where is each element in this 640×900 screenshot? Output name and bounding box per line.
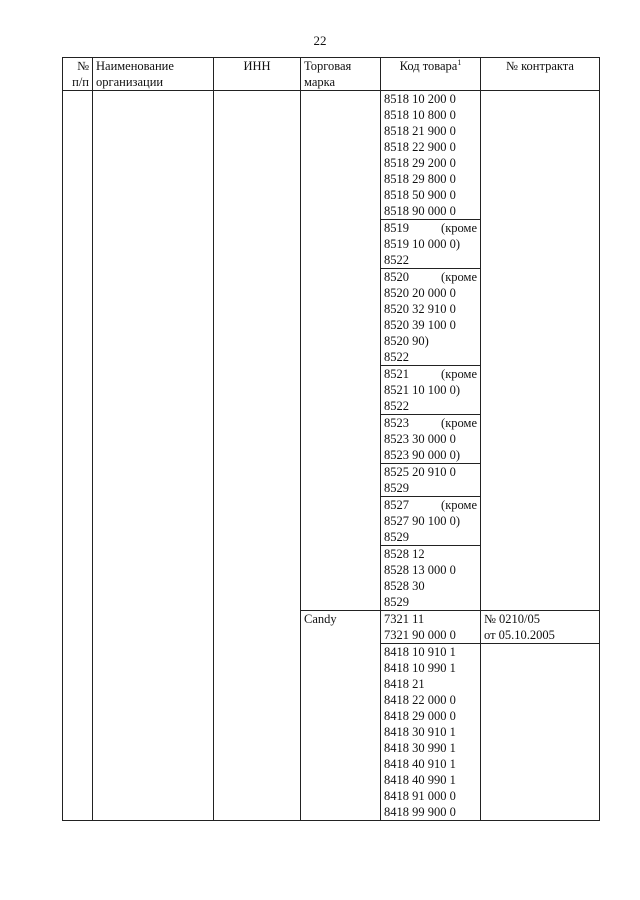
cell-code (381, 91, 481, 220)
page-number: 22 (313, 33, 327, 48)
cell-code (381, 366, 481, 415)
code-line (384, 366, 477, 382)
header-num: № п/п (63, 58, 93, 91)
cell-contract-candy (481, 611, 600, 644)
code-line: 8522 (384, 399, 409, 413)
header-row (63, 58, 600, 91)
code-line: 8518 29 200 0 (384, 156, 456, 170)
cell-code (381, 497, 481, 546)
cell-code (381, 415, 481, 464)
code-line: 8518 90 000 0 (384, 204, 456, 218)
code-line: 8418 21 (384, 677, 425, 691)
contract-line: № 0210/05 (484, 612, 541, 626)
header-code-footnote: 1 (457, 57, 462, 67)
header-code-label: Код товара (399, 59, 458, 73)
code-line (384, 220, 477, 236)
code-line: 8518 22 900 0 (384, 140, 456, 154)
cell-num (63, 91, 93, 821)
code-line: 8521 10 100 0) (384, 383, 461, 397)
cell-code (381, 464, 481, 497)
code-line: 7321 90 000 0 (384, 628, 456, 642)
code-line: 8527 90 100 0) (384, 514, 461, 528)
cell-name (93, 91, 214, 821)
code-line: 8418 30 990 1 (384, 741, 456, 755)
code-line: 8520 90) (384, 334, 429, 348)
cell-code (381, 546, 481, 611)
code-line: 8520 39 100 0 (384, 318, 456, 332)
code-line: 8528 13 000 0 (384, 563, 456, 577)
code-part: 8520 (384, 270, 409, 284)
code-line: 8528 30 (384, 579, 425, 593)
code-line: 8518 21 900 0 (384, 124, 456, 138)
code-line: 8529 (384, 595, 409, 609)
code-line: 8418 10 990 1 (384, 661, 456, 675)
table-row (63, 91, 600, 220)
cell-code (381, 269, 481, 366)
code-line: 8418 91 000 0 (384, 789, 456, 803)
code-line: 8518 10 800 0 (384, 108, 456, 122)
cell-code (381, 220, 481, 269)
code-line: 8523 90 000 0) (384, 448, 461, 462)
code-line: 8418 10 910 1 (384, 645, 456, 659)
code-line (384, 269, 477, 285)
header-contract: № контракта (481, 58, 600, 91)
code-line: 8518 29 800 0 (384, 172, 456, 186)
code-line: 8418 40 910 1 (384, 757, 456, 771)
header-brand: Торговая марка (301, 58, 381, 91)
cell-contract (481, 91, 600, 611)
code-part: (кроме (441, 221, 477, 235)
header-code (381, 58, 481, 91)
registry-table (62, 57, 600, 821)
header-name: Наименование организации (93, 58, 214, 91)
code-line: 8525 20 910 0 (384, 465, 456, 479)
code-line: 8528 12 (384, 547, 425, 561)
code-line: 8418 40 990 1 (384, 773, 456, 787)
cell-contract-empty (481, 644, 600, 821)
code-line: 8519 10 000 0) (384, 237, 461, 251)
code-line: 8522 (384, 253, 409, 267)
header-inn: ИНН (214, 58, 301, 91)
cell-code (381, 644, 481, 821)
code-part: (кроме (441, 270, 477, 284)
code-part: 8519 (384, 221, 409, 235)
code-part: (кроме (441, 498, 477, 512)
code-line (384, 497, 477, 513)
code-line: 8529 (384, 481, 409, 495)
code-line (384, 415, 477, 431)
code-part: 8527 (384, 498, 409, 512)
code-line: 8418 22 000 0 (384, 693, 456, 707)
code-line: 8518 10 200 0 (384, 92, 456, 106)
code-line: 8518 50 900 0 (384, 188, 456, 202)
code-part: (кроме (441, 367, 477, 381)
code-line: 8520 20 000 0 (384, 286, 456, 300)
contract-line: от 05.10.2005 (484, 628, 555, 642)
code-part: (кроме (441, 416, 477, 430)
code-line: 8418 30 910 1 (384, 725, 456, 739)
code-line: 8418 99 900 0 (384, 805, 456, 819)
code-line: 7321 11 (384, 612, 425, 626)
code-part: 8523 (384, 416, 409, 430)
code-line: 8520 32 910 0 (384, 302, 456, 316)
code-line: 8522 (384, 350, 409, 364)
code-part: 8521 (384, 367, 409, 381)
cell-brand (301, 91, 381, 611)
cell-inn (214, 91, 301, 821)
cell-brand-candy: Candy (301, 611, 381, 821)
code-line: 8418 29 000 0 (384, 709, 456, 723)
code-line: 8523 30 000 0 (384, 432, 456, 446)
cell-code (381, 611, 481, 644)
code-line: 8529 (384, 530, 409, 544)
